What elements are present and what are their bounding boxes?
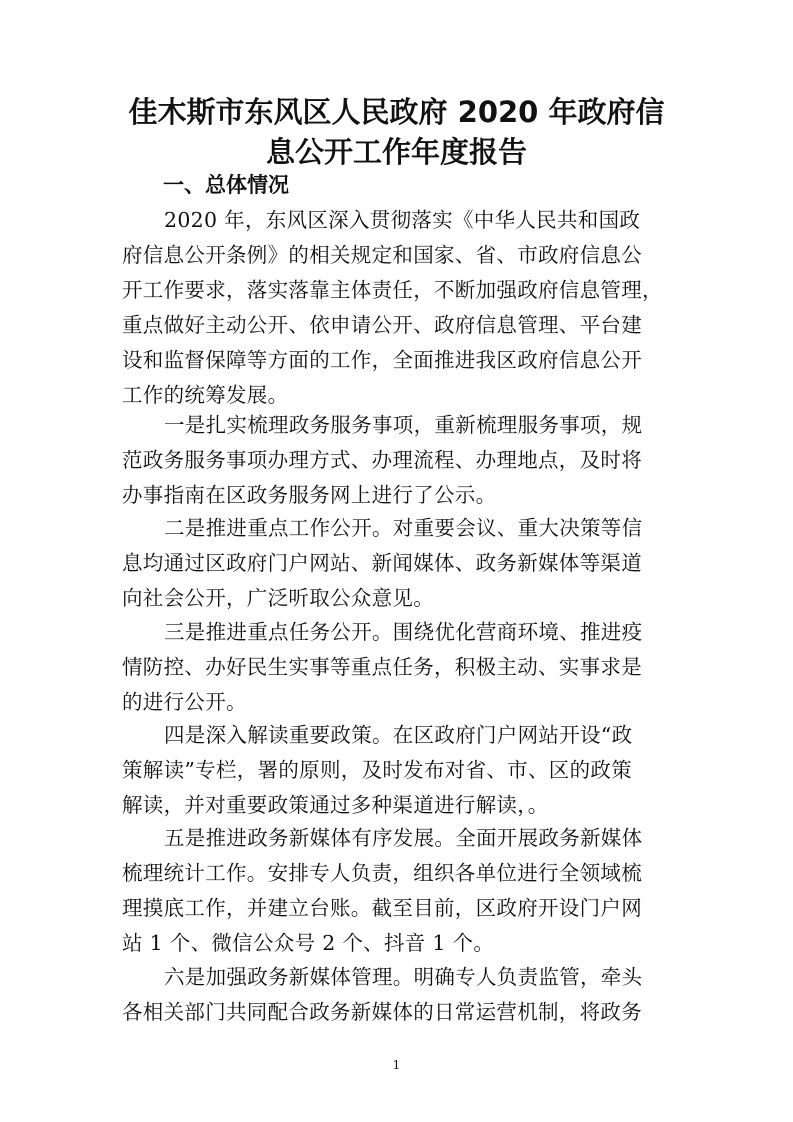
paragraph-line: 2020 年，东风区深入贯彻落实《中华人民共和国政 bbox=[164, 208, 641, 232]
paragraph-item-4 bbox=[122, 718, 682, 823]
paragraph-line: 五是推进政务新媒体有序发展。全面开展政务新媒体 bbox=[164, 826, 643, 850]
paragraph-item-3 bbox=[122, 615, 682, 720]
paragraph-line: 的进行公开。 bbox=[122, 690, 247, 714]
paragraph-line: 三是推进重点任务公开。围绕优化营商环境、推进疫 bbox=[164, 620, 643, 644]
paragraph-line: 向社会公开，广泛听取公众意见。 bbox=[122, 586, 434, 610]
paragraph-line: 范政务服务事项办理方式、办理流程、办理地点，及时将 bbox=[122, 448, 642, 472]
paragraph-line: 四是深入解读重要政策。在区政府门户网站开设“政 bbox=[164, 723, 633, 747]
paragraph-item-5 bbox=[122, 821, 682, 961]
paragraph-line: 工作的统筹发展。 bbox=[122, 383, 289, 407]
paragraph-line: 设和监督保障等方面的工作，全面推进我区政府信息公开 bbox=[122, 348, 642, 372]
section-heading: 一、总体情况 bbox=[163, 173, 289, 197]
paragraph-line: 梳理统计工作。安排专人负责，组织各单位进行全领域梳 bbox=[122, 861, 642, 885]
paragraph-line: 息均通过区政府门户网站、新闻媒体、政务新媒体等渠道 bbox=[122, 551, 642, 575]
paragraph-line: 六是加强政务新媒体管理。明确专人负责监管，牵头 bbox=[164, 965, 643, 989]
paragraph-line: 办事指南在区政务服务网上进行了公示。 bbox=[122, 483, 497, 507]
paragraph-line: 情防控、办好民生实事等重点任务，积极主动、实事求是 bbox=[122, 655, 642, 679]
paragraph-item-1 bbox=[122, 408, 682, 513]
paragraph-line: 各相关部门共同配合政务新媒体的日常运营机制，将政务 bbox=[122, 1000, 642, 1024]
page-number: 1 bbox=[392, 1058, 401, 1072]
paragraph-line: 府信息公开条例》的相关规定和国家、省、市政府信息公 bbox=[122, 243, 642, 267]
paragraph-overview bbox=[122, 203, 682, 413]
paragraph-line: 解读，并对重要政策通过多种渠道进行解读，。 bbox=[122, 793, 549, 817]
paragraph-line: 二是推进重点工作公开。对重要会议、重大决策等信 bbox=[164, 516, 643, 540]
paragraph-line: 理摸底工作，并建立台账。截至目前，区政府开设门户网 bbox=[122, 896, 642, 920]
report-title-line-2: 息公开工作年度报告 bbox=[265, 135, 527, 169]
paragraph-item-2 bbox=[122, 511, 682, 616]
paragraph-line: 重点做好主动公开、依申请公开、政府信息管理、平台建 bbox=[122, 313, 642, 337]
paragraph-line: 策解读”专栏，署的原则，及时发布对省、市、区的政策 bbox=[122, 758, 632, 782]
paragraph-line: 一是扎实梳理政务服务事项，重新梳理服务事项，规 bbox=[164, 413, 643, 437]
paragraph-item-6 bbox=[122, 960, 682, 1030]
report-title-line-1: 佳木斯市东风区人民政府 2020 年政府信 bbox=[128, 95, 665, 129]
paragraph-line: 站 1 个、微信公众号 2 个、抖音 1 个。 bbox=[122, 931, 495, 955]
paragraph-line: 开工作要求，落实落靠主体责任，不断加强政府信息管理， bbox=[122, 278, 663, 302]
